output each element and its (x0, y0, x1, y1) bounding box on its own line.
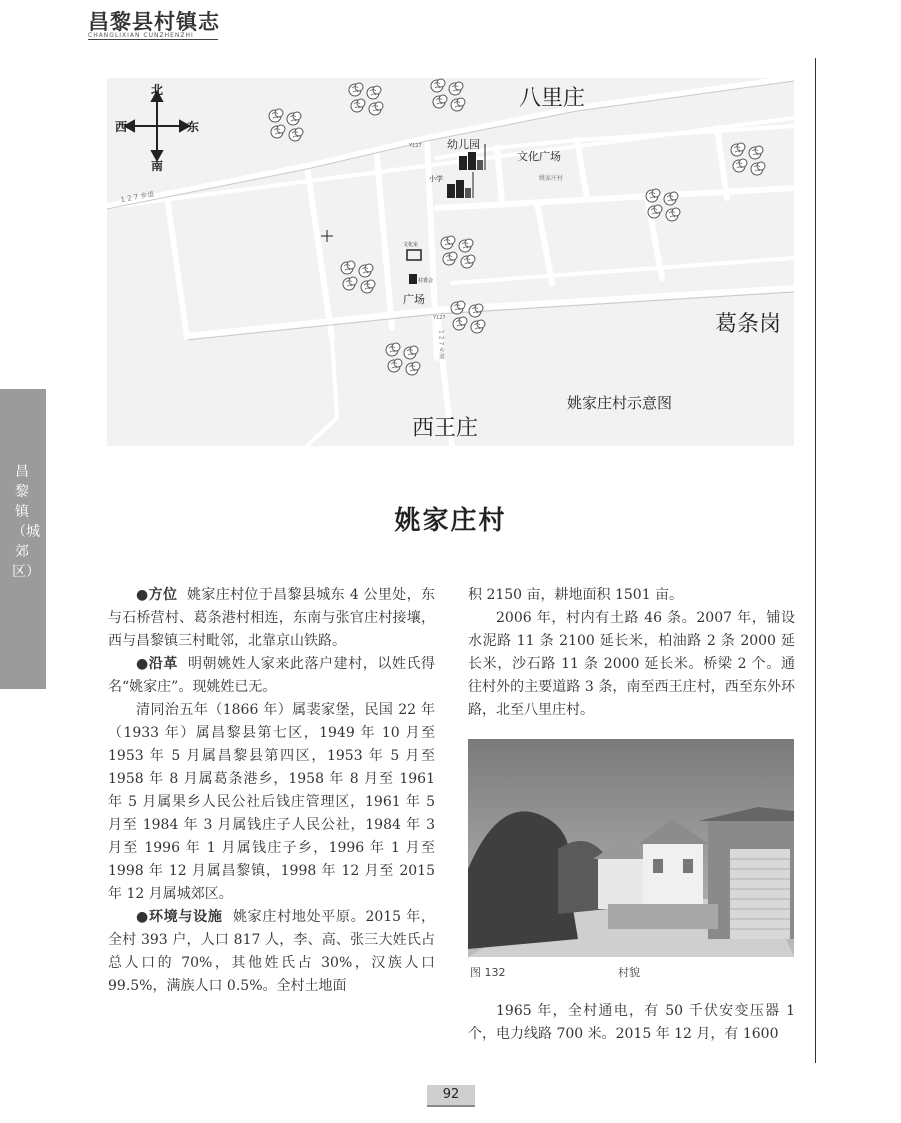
header-rule (88, 39, 218, 40)
label-kindergarten: 幼儿园 (447, 138, 480, 151)
compass-east: 东 (187, 120, 200, 134)
label-bali: 八里庄 (519, 86, 586, 111)
text-location: 姚家庄村位于昌黎县城东 4 公里处，东与石桥营村、葛条港村相连，东南与张官庄村接壤，西与昌黎镇三村毗邻，北靠京山铁路。 (108, 587, 436, 649)
text-history: 明朝姚姓人家来此落户建村，以姓氏得名“姚家庄”。现姚姓已无。 (108, 656, 436, 695)
figure-number: 图 132 (470, 966, 506, 979)
figure-caption: 村貌 (618, 966, 640, 979)
heading-history: ●沿革 (136, 656, 178, 672)
paragraph-history (108, 653, 435, 699)
map-caption: 姚家庄村示意图 (567, 394, 673, 412)
road-127-south: 1 2 7 乡道 (437, 330, 445, 360)
side-tab-label: 昌黎镇（城郊区） (12, 464, 40, 580)
paragraph-electricity: 1965 年，全村通电，有 50 千伏安变压器 1 个，电力线路 700 米。2015 年 12 月，有 1600 (468, 1003, 795, 1042)
map-graphic (107, 78, 794, 446)
article-title: 姚家庄村 (394, 506, 507, 536)
paragraph-roads: 2006 年，村内有土路 46 条。2007 年，铺设水泥路 11 条 2100 延长米，柏油路 2 条 2000 延长米，沙石路 11 条 2000 延长米。桥梁 2 个。通往村外的主要道路 3 条，南至西王庄村，西至东外环路，北至八里庄村。 (468, 610, 795, 718)
text-environment: 姚家庄村地处平原。2015 年，全村 393 户，人口 817 人，李、高、张三大姓氏占总人口的 70%，其他姓氏占 30%，汉族人口 99.5%，满族人口 0.5%。全村土地面 (108, 909, 435, 994)
paragraph-location (108, 584, 435, 653)
road-y127-a: Y127 (409, 143, 422, 149)
village-map (107, 78, 794, 446)
label-gegang: 葛条岗 (715, 312, 782, 337)
book-subtitle: CHANGLIXIAN CUNZHENZHI (88, 32, 194, 39)
label-cultural-room: 文化室 (403, 242, 419, 248)
label-culture-square: 文化广场 (517, 150, 561, 163)
compass-west: 西 (115, 120, 128, 134)
book-title: 昌黎县村镇志 (88, 10, 220, 34)
road-y127-b: Y127 (433, 315, 446, 321)
label-village-small: 姚家庄村 (539, 175, 564, 182)
left-text-column (108, 584, 435, 998)
heading-location: ●方位 (136, 587, 178, 603)
column-divider-rule (815, 58, 816, 1063)
right-text-column-bottom (468, 1000, 795, 1046)
village-photo (468, 739, 794, 957)
label-square: 广场 (403, 293, 425, 306)
road-127-west: 1 2 7 乡道 (119, 190, 155, 204)
heading-environment: ●环境与设施 (136, 909, 223, 925)
compass-rose (125, 92, 189, 160)
paragraph-land-area: 积 2150 亩，耕地面积 1501 亩。 (468, 587, 684, 603)
right-text-column-top (468, 584, 795, 722)
label-school: 小学 (429, 175, 443, 183)
compass-north: 北 (151, 83, 164, 97)
compass-south: 南 (151, 159, 164, 173)
label-village-committee: 村委会 (418, 278, 434, 284)
page-number: 92 (427, 1085, 475, 1107)
label-xiwang: 西王庄 (412, 416, 479, 441)
paragraph-history-detail: 清同治五年（1866 年）属裴家堡，民国 22 年（1933 年）属昌黎县第七区，1949 年 10 月至 1953 年 5 月属昌黎县第四区，1953 年 5 月至 1958 年 8 月属葛条港乡，1958 年 8 月至 1961 年 5 月属果乡人民公社后钱庄管理区，1961 年 5 月至 1984 年 3 月属钱庄子人民公社，1984 年 3 月至 1996 年 1 月属钱庄子乡，1996 年 1 月至 1998 年 12 月属昌黎镇，1998 年 12 月至 2015 年 12 月属城郊区。 (108, 702, 435, 902)
paragraph-environment (108, 906, 435, 998)
